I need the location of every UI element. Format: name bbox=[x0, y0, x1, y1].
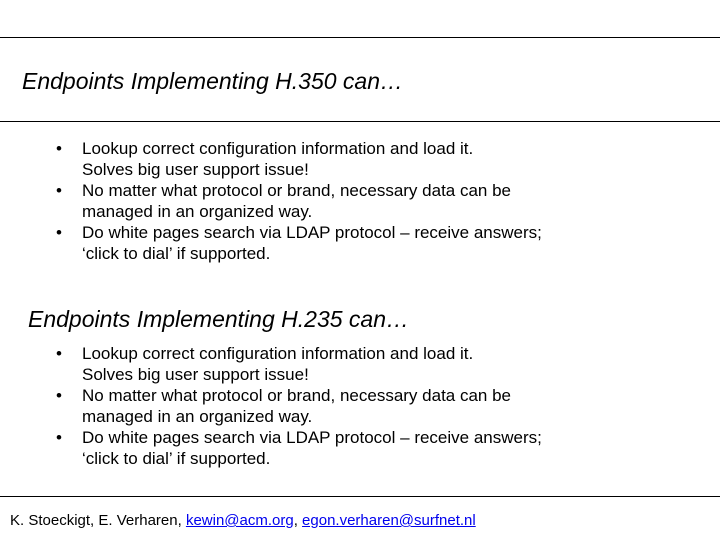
footer-separator: , bbox=[293, 512, 303, 529]
bullet-list-h235 bbox=[56, 343, 696, 469]
section-heading-h235: Endpoints Implementing H.235 can… bbox=[28, 306, 409, 332]
bullet-line: Do white pages search via LDAP protocol – receive answers; bbox=[82, 428, 542, 447]
bullet-list-h350 bbox=[56, 138, 696, 264]
bullet-line: ‘click to dial’ if supported. bbox=[82, 449, 271, 468]
bullet-line: Solves big user support issue! bbox=[82, 160, 309, 179]
bullet-icon: • bbox=[56, 139, 62, 158]
section-heading-h350: Endpoints Implementing H.350 can… bbox=[22, 68, 403, 94]
list-item bbox=[56, 343, 696, 385]
email-link-kewin[interactable]: kewin@acm.org bbox=[185, 512, 294, 529]
bullet-line: Lookup correct configuration information and load it. bbox=[82, 139, 474, 158]
list-item bbox=[56, 222, 696, 264]
bullet-line: Do white pages search via LDAP protocol – receive answers; bbox=[82, 223, 542, 242]
footer-divider bbox=[0, 496, 720, 497]
heading-divider bbox=[0, 121, 720, 122]
list-item bbox=[56, 180, 696, 222]
bullet-line: ‘click to dial’ if supported. bbox=[82, 244, 271, 263]
bullet-icon: • bbox=[56, 181, 62, 200]
list-item bbox=[56, 138, 696, 180]
bullet-line: Lookup correct configuration information and load it. bbox=[82, 344, 474, 363]
bullet-line: Solves big user support issue! bbox=[82, 365, 309, 384]
top-divider bbox=[0, 37, 720, 38]
bullet-icon: • bbox=[56, 428, 62, 447]
bullet-icon: • bbox=[56, 223, 62, 242]
bullet-icon: • bbox=[56, 386, 62, 405]
bullet-icon: • bbox=[56, 344, 62, 363]
bullet-line: No matter what protocol or brand, necessary data can be bbox=[82, 181, 512, 200]
bullet-line: managed in an organized way. bbox=[82, 407, 313, 426]
list-item bbox=[56, 385, 696, 427]
bullet-line: managed in an organized way. bbox=[82, 202, 313, 221]
list-item bbox=[56, 427, 696, 469]
footer-authors: K. Stoeckigt, E. Verharen, bbox=[10, 512, 186, 529]
email-link-egon[interactable]: egon.verharen@surfnet.nl bbox=[302, 512, 476, 529]
bullet-line: No matter what protocol or brand, necessary data can be bbox=[82, 386, 512, 405]
footer-credits bbox=[10, 512, 476, 530]
